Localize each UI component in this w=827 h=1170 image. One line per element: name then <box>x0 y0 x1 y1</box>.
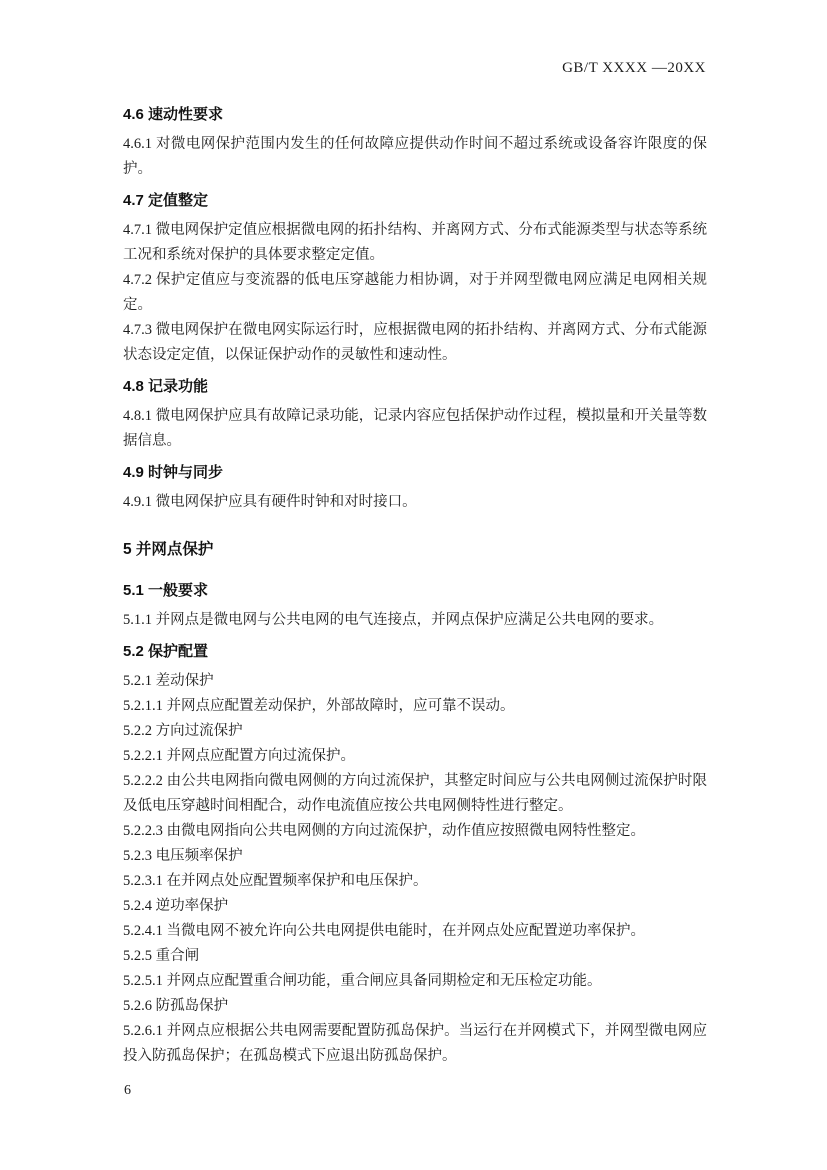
section-heading: 4.7 定值整定 <box>123 192 209 209</box>
section-heading: 5.1 一般要求 <box>123 582 209 599</box>
clause-paragraph: 5.2.6.1 并网点应根据公共电网需要配置防孤岛保护。当运行在并网模式下，并网型微电网应投入防孤岛保护；在孤岛模式下应退出防孤岛保护。 <box>123 1023 707 1064</box>
clause-paragraph: 5.2.3.1 在并网点处应配置频率保护和电压保护。 <box>123 873 428 889</box>
chapter-heading: 5 并网点保护 <box>123 541 214 558</box>
clause-paragraph: 5.2.2.3 由微电网指向公共电网侧的方向过流保护，动作值应按照微电网特性整定。 <box>123 823 645 839</box>
running-header-doc-code: GB/T XXXX —20XX <box>562 60 706 76</box>
clause-paragraph: 5.2.5 重合闸 <box>123 948 200 964</box>
clause-paragraph: 4.8.1 微电网保护应具有故障记录功能，记录内容应包括保护动作过程，模拟量和开关量等数据信息。 <box>123 408 707 449</box>
clause-paragraph: 5.2.2.1 并网点应配置方向过流保护。 <box>123 748 355 764</box>
clause-paragraph: 4.7.3 微电网保护在微电网实际运行时，应根据微电网的拓扑结构、并离网方式、分布式能源状态设定定值，以保证保护动作的灵敏性和速动性。 <box>123 322 707 363</box>
clause-paragraph: 5.2.1 差动保护 <box>123 673 214 689</box>
clause-paragraph: 5.2.3 电压频率保护 <box>123 848 243 864</box>
clause-paragraph: 5.2.4 逆功率保护 <box>123 898 229 914</box>
clause-paragraph: 5.2.2.2 由公共电网指向微电网侧的方向过流保护，其整定时间应与公共电网侧过流保护时限及低电压穿越时间相配合，动作电流值应按公共电网侧特性进行整定。 <box>123 773 707 814</box>
clause-paragraph: 5.1.1 并网点是微电网与公共电网的电气连接点，并网点保护应满足公共电网的要求。 <box>123 612 664 628</box>
clause-paragraph: 4.6.1 对微电网保护范围内发生的任何故障应提供动作时间不超过系统或设备容许限度的保护。 <box>123 136 707 177</box>
document-body <box>123 96 707 1069</box>
section-heading: 4.8 记录功能 <box>123 378 209 395</box>
section-heading: 5.2 保护配置 <box>123 643 209 660</box>
clause-paragraph: 4.9.1 微电网保护应具有硬件时钟和对时接口。 <box>123 494 417 510</box>
clause-paragraph: 5.2.4.1 当微电网不被允许向公共电网提供电能时，在并网点处应配置逆功率保护。 <box>123 923 645 939</box>
section-heading: 4.6 速动性要求 <box>123 106 224 123</box>
clause-paragraph: 5.2.5.1 并网点应配置重合闸功能，重合闸应具备同期检定和无压检定功能。 <box>123 973 602 989</box>
clause-paragraph: 5.2.2 方向过流保护 <box>123 723 243 739</box>
clause-paragraph: 5.2.1.1 并网点应配置差动保护，外部故障时，应可靠不误动。 <box>123 698 515 714</box>
clause-paragraph: 5.2.6 防孤岛保护 <box>123 998 229 1014</box>
page-number: 6 <box>124 1083 131 1098</box>
clause-paragraph: 4.7.1 微电网保护定值应根据微电网的拓扑结构、并离网方式、分布式能源类型与状态等系统工况和系统对保护的具体要求整定定值。 <box>123 222 707 263</box>
section-heading: 4.9 时钟与同步 <box>123 464 224 481</box>
clause-paragraph: 4.7.2 保护定值应与变流器的低电压穿越能力相协调，对于并网型微电网应满足电网相关规定。 <box>123 272 707 313</box>
